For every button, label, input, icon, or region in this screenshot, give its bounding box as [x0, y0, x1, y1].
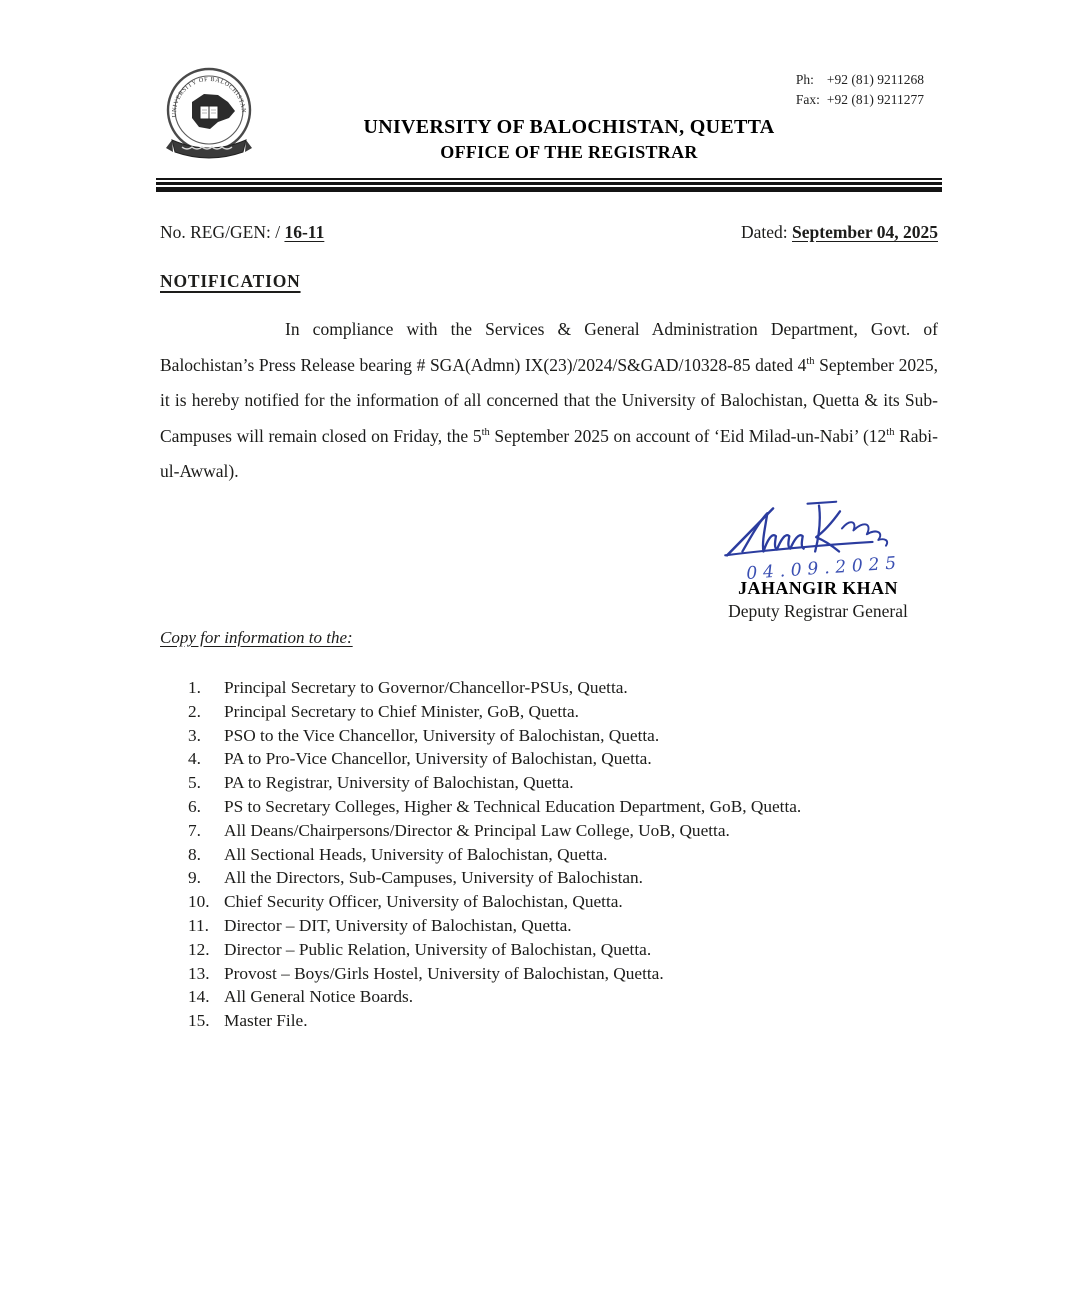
notification-body	[160, 312, 938, 490]
item-text: PS to Secretary Colleges, Higher & Technical Education Department, GoB, Quetta.	[224, 796, 802, 816]
body-text-segment: September 2025 on account of ‘Eid Milad-un-Nabi’ (12	[489, 425, 887, 446]
item-text: Principal Secretary to Governor/Chancellor-PSUs, Quetta.	[224, 677, 628, 697]
item-text: All General Notice Boards.	[224, 987, 414, 1007]
reference-number-value: 16-11	[284, 222, 325, 242]
reference-number	[160, 222, 324, 243]
item-text: Chief Security Officer, University of Balochistan, Quetta.	[224, 892, 623, 912]
item-text: Provost – Boys/Girls Hostel, University of Balochistan, Quetta.	[224, 963, 664, 983]
item-text: Director – Public Relation, University of Balochistan, Quetta.	[224, 939, 652, 959]
list-item	[188, 700, 938, 724]
university-name: UNIVERSITY OF BALOCHISTAN, QUETTA	[363, 116, 775, 138]
item-number: 5.	[188, 773, 201, 793]
dated-value: September 04, 2025	[792, 222, 938, 242]
item-number: 6.	[188, 796, 201, 816]
notification-heading: NOTIFICATION	[160, 271, 301, 291]
item-number: 1.	[188, 677, 201, 697]
list-item	[188, 890, 938, 914]
reference-number-label: No. REG/GEN: /	[160, 222, 285, 242]
item-number: 12.	[188, 939, 210, 959]
item-number: 7.	[188, 820, 201, 840]
list-item	[188, 938, 938, 962]
superscript-th: th	[481, 426, 490, 438]
body-text-segment: In compliance with the Services & General Administration Department, Govt. of Balochistan’s Press Release bearing # SGA(Admn) IX(23)/2024/S&GAD/10328-85 dated 4	[160, 319, 938, 375]
list-item	[188, 747, 938, 771]
dated-label: Dated:	[740, 222, 793, 242]
copy-for-information-heading: Copy for information to the:	[160, 627, 353, 647]
reference-row	[160, 222, 938, 243]
signatory-title: Deputy Registrar General	[728, 600, 908, 621]
list-item	[188, 985, 938, 1009]
list-item	[188, 724, 938, 748]
reference-date	[741, 222, 938, 243]
phone-number: +92 (81) 9211268	[826, 72, 924, 87]
list-item	[188, 914, 938, 938]
item-number: 14.	[188, 987, 210, 1007]
list-item	[188, 866, 938, 890]
item-number: 3.	[188, 725, 201, 745]
list-item	[188, 819, 938, 843]
item-text: PSO to the Vice Chancellor, University of Balochistan, Quetta.	[224, 725, 660, 745]
distribution-list	[188, 676, 938, 1033]
signatory-name: JAHANGIR KHAN	[738, 577, 898, 598]
item-text: Principal Secretary to Chief Minister, GoB, Quetta.	[224, 701, 579, 721]
item-text: PA to Pro-Vice Chancellor, University of Balochistan, Quetta.	[224, 749, 652, 769]
item-number: 9.	[188, 868, 201, 888]
list-item	[188, 843, 938, 867]
office-name: OFFICE OF THE REGISTRAR	[440, 142, 698, 162]
body-text-segment: Rabi-ul-Awwal).	[160, 425, 938, 482]
item-text: PA to Registrar, University of Balochistan, Quetta.	[224, 773, 574, 793]
item-number: 13.	[188, 963, 210, 983]
header-divider	[156, 178, 942, 192]
item-number: 4.	[188, 749, 201, 769]
body-text-segment: September 2025, it is hereby notified for the information of all concerned that the University of Balochistan, Quetta & its Sub-Campuses will remain closed on Friday, the 5	[160, 354, 938, 446]
signature-block	[698, 496, 938, 622]
list-item	[188, 1009, 938, 1033]
list-item	[188, 676, 938, 700]
handwritten-signature-icon	[711, 496, 926, 584]
superscript-th: th	[886, 426, 895, 438]
item-text: All Sectional Heads, University of Balochistan, Quetta.	[224, 844, 608, 864]
item-number: 10.	[188, 892, 210, 912]
document-header	[160, 66, 938, 176]
item-text: Director – DIT, University of Balochistan, Quetta.	[224, 915, 572, 935]
item-number: 15.	[188, 1011, 210, 1031]
item-number: 2.	[188, 701, 201, 721]
handwritten-date: 04.09.2025	[745, 553, 903, 584]
list-item	[188, 962, 938, 986]
item-text: All the Directors, Sub-Campuses, University of Balochistan.	[224, 868, 644, 888]
item-number: 8.	[188, 844, 201, 864]
item-number: 11.	[188, 915, 209, 935]
list-item	[188, 771, 938, 795]
phone-label: Ph:	[795, 72, 814, 87]
item-text: All Deans/Chairpersons/Director & Principal Law College, UoB, Quetta.	[224, 820, 730, 840]
seal-ring-text: UNIVERSITY OF BALOCHISTAN	[170, 75, 248, 118]
superscript-th: th	[806, 355, 815, 367]
list-item	[188, 795, 938, 819]
header-titles	[200, 116, 938, 163]
contact-block	[796, 70, 924, 111]
fax-label: Fax:	[795, 92, 820, 108]
fax-number: +92 (81) 9211277	[826, 92, 924, 108]
item-text: Master File.	[224, 1011, 308, 1031]
